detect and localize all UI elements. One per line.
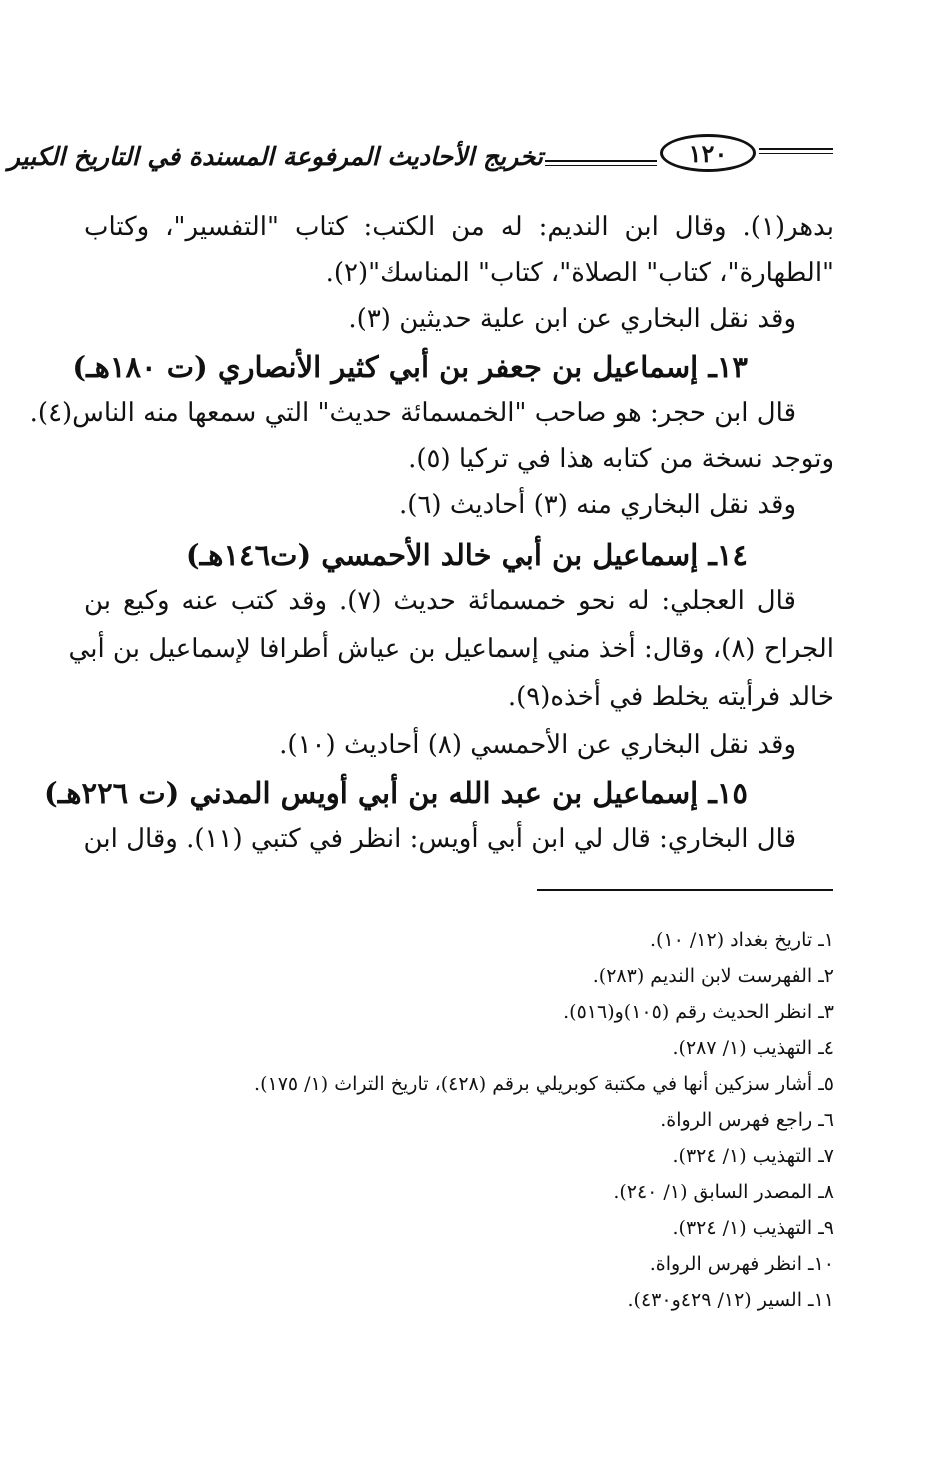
footnote-5: ٥ـ أشار سزكين أنها في مكتبة كوبريلي برقم (٤٢٨)، تاريخ التراث (١/ ١٧٥). [254, 1073, 834, 1095]
footnote-11: ١١ـ السير (١٢/ ٤٢٩و٤٣٠). [627, 1289, 834, 1311]
body-line-2: "الطهارة"، كتاب" الصلاة"، كتاب" المناسك"(٢). [325, 258, 834, 288]
footnote-divider [537, 889, 833, 891]
header-rule-right-thin [759, 153, 833, 154]
footnote-2: ٢ـ الفهرست لابن النديم (٢٨٣). [592, 965, 834, 987]
body-line-11: خالد فرأيته يخلط في أخذه(٩). [507, 682, 834, 712]
header-rule-left [545, 160, 657, 162]
body-line-7: وقد نقل البخاري منه (٣) أحاديث (٦). [399, 490, 796, 520]
footnote-9: ٩ـ التهذيب (١/ ٣٢٤). [672, 1217, 834, 1239]
header-rule-right [759, 148, 833, 150]
body-line-5: قال ابن حجر: هو صاحب "الخمسمائة حديث" التي سمعها منه الناس(٤). [29, 398, 796, 428]
footnote-3: ٣ـ انظر الحديث رقم (١٠٥)و(٥١٦). [563, 1001, 834, 1023]
page-number-oval [660, 134, 756, 172]
section-heading-14: ١٤ـ إسماعيل بن أبي خالد الأحمسي (ت١٤٦هـ) [185, 538, 748, 572]
footnote-8: ٨ـ المصدر السابق (١/ ٢٤٠). [613, 1181, 834, 1203]
page-number: ١٢٠ [688, 138, 728, 168]
footnote-4: ٤ـ التهذيب (١/ ٢٨٧). [672, 1037, 834, 1059]
header-rule-left-thin [545, 165, 657, 166]
footnote-10: ١٠ـ انظر فهرس الرواة. [649, 1253, 834, 1275]
body-line-14: قال البخاري: قال لي ابن أبي أويس: انظر في كتبي (١١). وقال ابن [83, 824, 796, 854]
footnote-1: ١ـ تاريخ بغداد (١٢/ ١٠). [649, 929, 834, 951]
page-header [7, 128, 833, 194]
body-line-12: وقد نقل البخاري عن الأحمسي (٨) أحاديث (١٠). [279, 730, 796, 760]
footnotes [84, 922, 834, 1318]
body-line-3: وقد نقل البخاري عن ابن علية حديثين (٣). [348, 304, 796, 334]
footnote-6: ٦ـ راجع فهرس الرواة. [660, 1109, 834, 1131]
body-line-9: قال العجلي: له نحو خمسمائة حديث (٧). وقد كتب عنه وكيع بن [84, 586, 796, 616]
body-line-6: وتوجد نسخة من كتابه هذا في تركيا (٥). [408, 444, 834, 474]
body-line-10: الجراح (٨)، وقال: أخذ مني إسماعيل بن عياش أطرافا لإسماعيل بن أبي [68, 634, 834, 664]
section-heading-15: ١٥ـ إسماعيل بن عبد الله بن أبي أويس المدني (ت ٢٢٦هـ) [43, 776, 748, 810]
section-heading-13: ١٣ـ إسماعيل بن جعفر بن أبي كثير الأنصاري (ت ١٨٠هـ) [72, 350, 748, 384]
footnote-7: ٧ـ التهذيب (١/ ٣٢٤). [672, 1145, 834, 1167]
running-title: تخريج الأحاديث المرفوعة المسندة في التاريخ الكبير [7, 142, 543, 171]
body-line-1: بدهر(١). وقال ابن النديم: له من الكتب: كتاب "التفسير"، وكتاب [84, 212, 834, 242]
